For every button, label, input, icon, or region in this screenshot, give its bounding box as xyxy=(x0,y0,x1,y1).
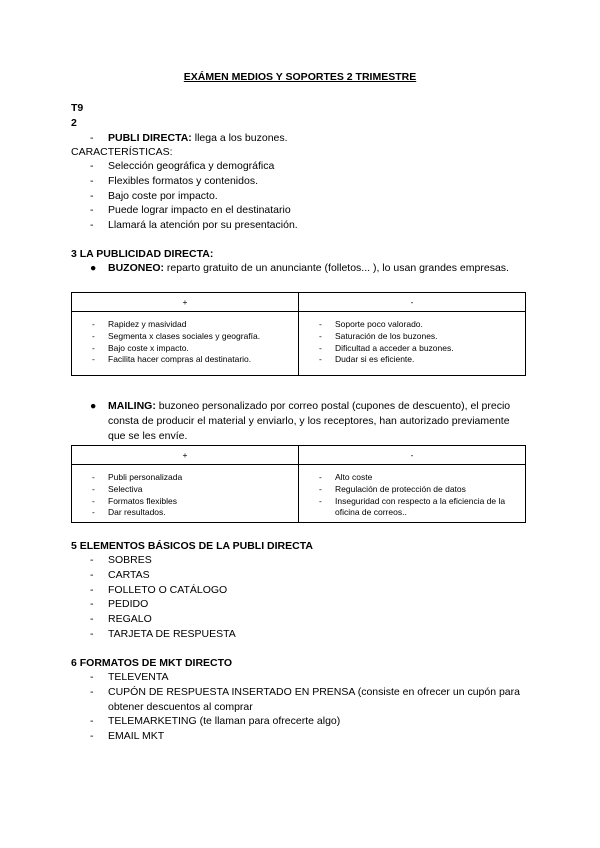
list-item: - Alto coste xyxy=(319,472,517,484)
mailing-text: buzoneo personalizado por correo postal (cupones de descuento), el precio consta de producir el material y enviarlo, y los receptores, han autorizado previamente que se les envíe. xyxy=(108,400,511,442)
buzoneo-minus-header: - xyxy=(299,293,526,312)
bullet-dot: ● xyxy=(90,262,97,274)
list-item: - TELEVENTA xyxy=(90,670,530,685)
list-item: - Formatos flexibles xyxy=(92,496,290,508)
list-item: - SOBRES xyxy=(90,553,236,568)
list-item: - Rapidez y masividad xyxy=(92,319,290,331)
buzoneo-bullet xyxy=(90,261,530,291)
list-item: - FOLLETO O CATÁLOGO xyxy=(90,583,236,598)
publi-directa-label: PUBLI DIRECTA: xyxy=(108,132,192,144)
list-item: - Segmenta x clases sociales y geografía. xyxy=(92,331,290,343)
list-item: - Puede lograr impacto en el destinatario xyxy=(90,203,298,218)
list-item: - REGALO xyxy=(90,612,236,627)
list-item: - Saturación de los buzones. xyxy=(319,331,517,343)
list-item: - Dudar si es eficiente. xyxy=(319,354,517,366)
topic-number: T9 xyxy=(71,102,84,114)
list-item: - CARTAS xyxy=(90,568,236,583)
mailing-plus-cell xyxy=(72,465,299,523)
list-item: - Publi personalizada xyxy=(92,472,290,484)
mailing-bullet xyxy=(90,399,530,444)
buzoneo-table xyxy=(71,292,526,376)
publi-directa-text: llega a los buzones. xyxy=(191,132,288,144)
list-item: - Facilita hacer compras al destinatario. xyxy=(92,354,290,366)
list-item: - Selección geográfica y demográfica xyxy=(90,159,298,174)
list-item: - Regulación de protección de datos xyxy=(319,484,517,496)
buzoneo-text: reparto gratuito de un anunciante (folletos... ), lo usan grandes empresas. xyxy=(164,262,509,274)
buzoneo-plus-cell xyxy=(72,312,299,376)
bullet-dot: ● xyxy=(90,400,97,412)
list-item: - TARJETA DE RESPUESTA xyxy=(90,627,236,642)
subtopic-number: 2 xyxy=(71,117,77,129)
mailing-label: MAILING: xyxy=(108,400,156,412)
mailing-minus-cell xyxy=(299,465,526,523)
elementos-list xyxy=(90,553,236,642)
list-item: - Bajo coste por impacto. xyxy=(90,189,298,204)
mailing-minus-header: - xyxy=(299,446,526,465)
caracteristicas-heading: CARACTERÍSTICAS: xyxy=(71,146,173,158)
list-item: - TELEMARKETING (te llaman para ofrecerte algo) xyxy=(90,714,530,729)
list-item: - PEDIDO xyxy=(90,597,236,612)
caracteristicas-list xyxy=(90,159,298,233)
page-title: EXÁMEN MEDIOS Y SOPORTES 2 TRIMESTRE xyxy=(183,71,417,83)
formatos-list xyxy=(90,670,530,744)
list-item: - Soporte poco valorado. xyxy=(319,319,517,331)
publi-directa-line: - PUBLI DIRECTA: llega a los buzones. xyxy=(90,132,288,144)
list-item: - CUPÓN DE RESPUESTA INSERTADO EN PRENSA (consiste en ofrecer un cupón para obtener descuentos al comprar xyxy=(90,685,530,715)
buzoneo-plus-header: + xyxy=(72,293,299,312)
mailing-table xyxy=(71,445,526,523)
section3-heading: 3 LA PUBLICIDAD DIRECTA: xyxy=(71,248,214,260)
section5-heading: 5 ELEMENTOS BÁSICOS DE LA PUBLI DIRECTA xyxy=(71,540,313,552)
list-item: - Dar resultados. xyxy=(92,507,290,519)
buzoneo-label: BUZONEO: xyxy=(108,262,164,274)
list-item: - Inseguridad con respecto a la eficiencia de la oficina de correos.. xyxy=(319,496,517,520)
list-item: - Bajo coste x impacto. xyxy=(92,343,290,355)
list-item: - EMAIL MKT xyxy=(90,729,530,744)
list-item: - Dificultad a acceder a buzones. xyxy=(319,343,517,355)
list-item: - Flexibles formatos y contenidos. xyxy=(90,174,298,189)
buzoneo-minus-cell xyxy=(299,312,526,376)
list-item: - Selectiva xyxy=(92,484,290,496)
list-item: - Llamará la atención por su presentación. xyxy=(90,218,298,233)
mailing-plus-header: + xyxy=(72,446,299,465)
section6-heading: 6 FORMATOS DE MKT DIRECTO xyxy=(71,657,233,669)
